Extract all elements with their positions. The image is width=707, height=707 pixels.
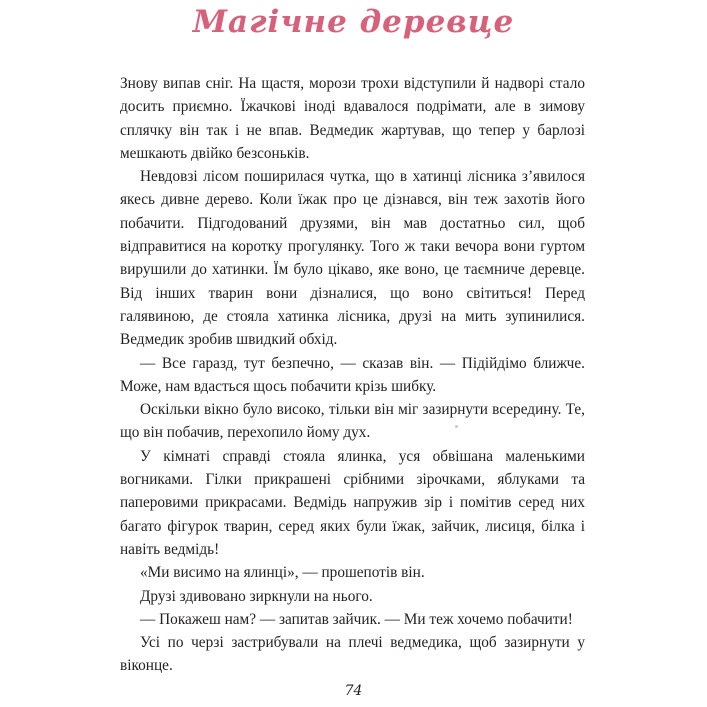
paragraph-4: Оскільки вікно було високо, тільки він міг зазирнути всередину. Те, що він побачив, перехопило йому дух. xyxy=(120,401,585,442)
print-speck xyxy=(455,425,458,428)
paragraph-7: Друзі здивовано зиркнули на нього. xyxy=(140,587,373,605)
paragraph-3: — Все гаразд, тут безпечно, — сказав він. — Підійдімо ближче. Може, нам вдасться щось побачити крізь шибку. xyxy=(120,354,585,395)
paragraph-8: — Покажеш нам? — запитав зайчик. — Ми теж хочемо побачити! xyxy=(140,610,573,628)
paragraph-9: Усі по черзі застрибували на плечі ведмедика, щоб зазирнути у віконце. xyxy=(120,634,585,675)
paragraph-5: У кімнаті справді стояла ялинка, уся обвішана маленькими вогниками. Гілки прикрашені срібними зірочками, яблуками та паперовими прикрасами. Ведмідь напружив зір і помітив серед них багато фігурок тварин, серед яких були їжак, зайчик, лисиця, білка і навіть ведмідь! xyxy=(120,447,585,558)
chapter-body xyxy=(120,72,585,678)
paragraph-1: Знову випав сніг. На щастя, морози трохи відступили й надворі стало досить приємно. Їжачкові іноді вдавалося подрімати, але в зимову сплячку він так і не впав. Ведмедик жартував, що тепер у барлозі мешкають двійко безсоньків. xyxy=(120,75,585,162)
paragraph-6: «Ми висимо на ялинці», — прошепотів він. xyxy=(140,564,425,582)
chapter-title: Магічне деревце xyxy=(192,4,515,40)
page-number: 74 xyxy=(344,683,363,699)
paragraph-2: Невдовзі лісом поширилася чутка, що в хатинці лісника з’явилося якесь дивне дерево. Коли їжак про це дізнався, він теж захотів його побачити. Підгодований друзями, він мав достатньо сил, щоб відправитися на коротку прогулянку. Того ж таки вечора вони гуртом вирушили до хатинки. Їм було цікаво, яке воно, це таємниче деревце. Від інших тварин вони дізналися, що воно світиться! Перед галявиною, де стояла хатинка лісника, друзі на мить зупинилися. Ведмедик зробив швидкий обхід. xyxy=(120,168,585,349)
